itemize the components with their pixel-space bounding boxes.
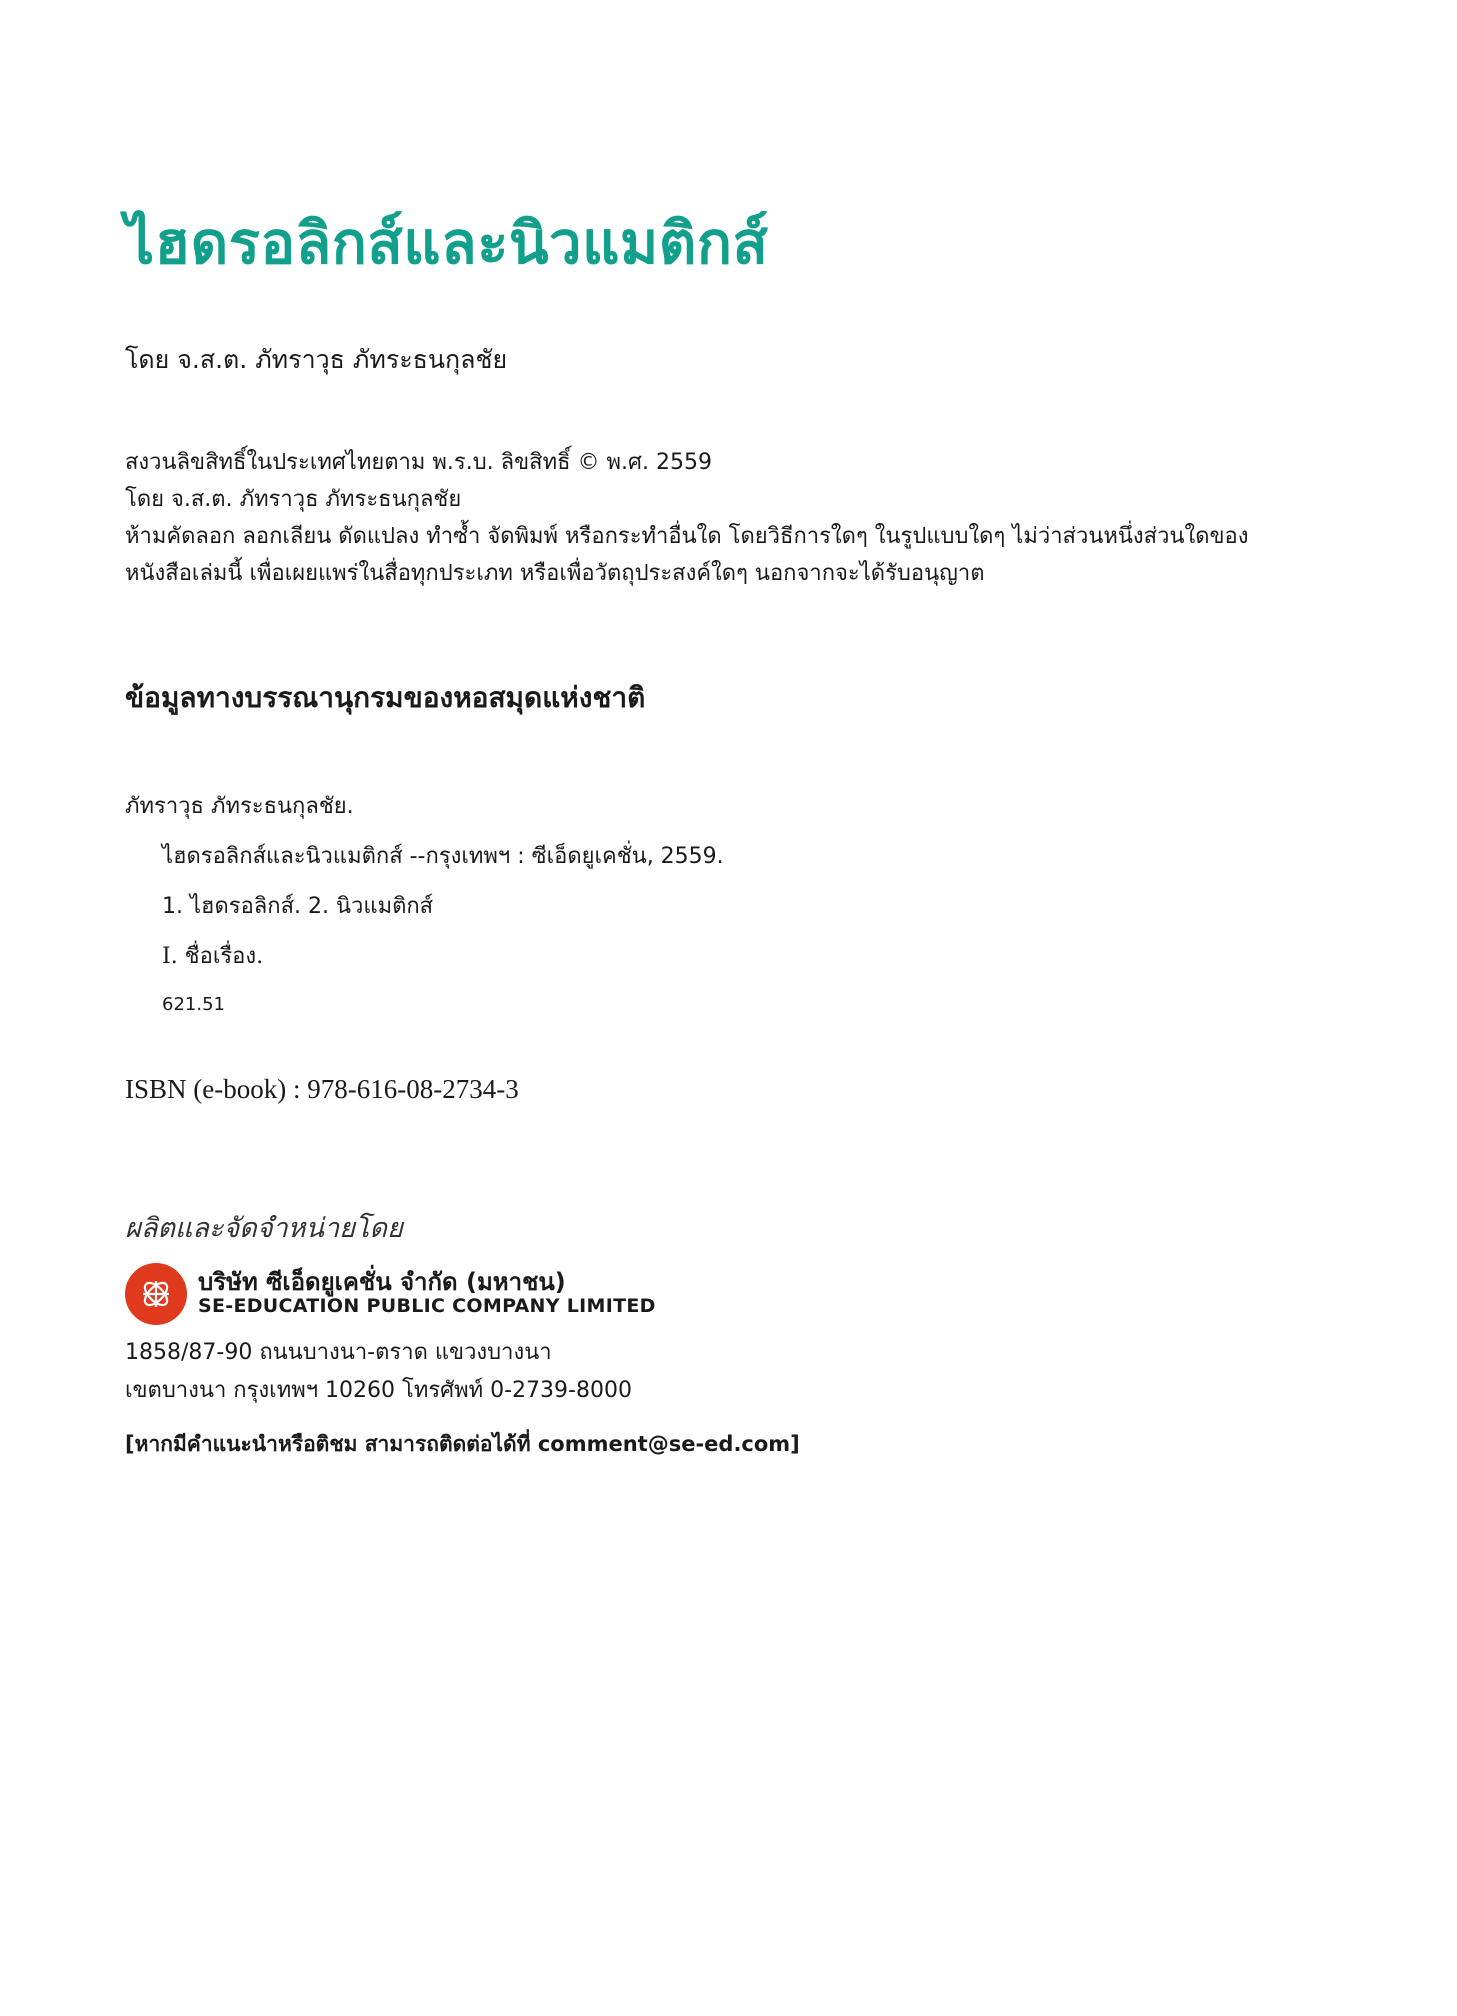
copyright-line-3: ห้ามคัดลอก ลอกเลียน ดัดแปลง ทำซ้ำ จัดพิมพ์ หรือกระทำอื่นใด โดยวิธีการใดๆ ในรูปแบบใดๆ ไม่ว่าส่วนหนึ่งส่วนใดของ	[125, 524, 1249, 549]
producer-label: ผลิตและจัดจำหน่ายโดย	[125, 1213, 403, 1244]
copyright-line-1: สงวนลิขสิทธิ์ในประเทศไทยตาม พ.ร.บ. ลิขสิทธิ์ © พ.ศ. 2559	[125, 450, 712, 475]
comment-contact: [หากมีคำแนะนำหรือติชม สามารถติดต่อได้ที่ comment@se-ed.com]	[125, 1432, 800, 1456]
isbn: ISBN (e-book) : 978-616-08-2734-3	[125, 1074, 519, 1104]
catalog-classification: 621.51	[162, 994, 225, 1015]
se-ed-logo-icon	[125, 1263, 187, 1325]
cataloging-heading: ข้อมูลทางบรรณานุกรมของหอสมุดแห่งชาติ	[125, 681, 646, 714]
company-name-english: SE-EDUCATION PUBLIC COMPANY LIMITED	[198, 1295, 656, 1317]
address-line-2: เขตบางนา กรุงเทพฯ 10260 โทรศัพท์ 0-2739-8000	[125, 1378, 632, 1403]
copyright-line-2: โดย จ.ส.ต. ภัทราวุธ ภัทระธนกุลชัย	[125, 487, 462, 512]
company-name-thai: บริษัท ซีเอ็ดยูเคชั่น จำกัด (มหาชน)	[198, 1268, 566, 1296]
catalog-title-line: ไฮดรอลิกส์และนิวแมติกส์ --กรุงเทพฯ : ซีเอ็ดยูเคชั่น, 2559.	[162, 844, 724, 869]
catalog-subjects: 1. ไฮดรอลิกส์. 2. นิวแมติกส์	[162, 894, 434, 919]
author-byline: โดย จ.ส.ต. ภัทราวุธ ภัทระธนกุลชัย	[125, 345, 508, 374]
catalog-series: I. ชื่อเรื่อง.	[162, 944, 264, 969]
copyright-line-4: หนังสือเล่มนี้ เพื่อเผยแพร่ในสื่อทุกประเภท หรือเพื่อวัตถุประสงค์ใดๆ นอกจากจะได้รับอนุญาต	[125, 561, 985, 586]
catalog-author: ภัทราวุธ ภัทระธนกุลชัย.	[125, 794, 354, 819]
address-line-1: 1858/87-90 ถนนบางนา-ตราด แขวงบางนา	[125, 1340, 552, 1365]
book-title: ไฮดรอลิกส์และนิวแมติกส์	[125, 209, 769, 277]
